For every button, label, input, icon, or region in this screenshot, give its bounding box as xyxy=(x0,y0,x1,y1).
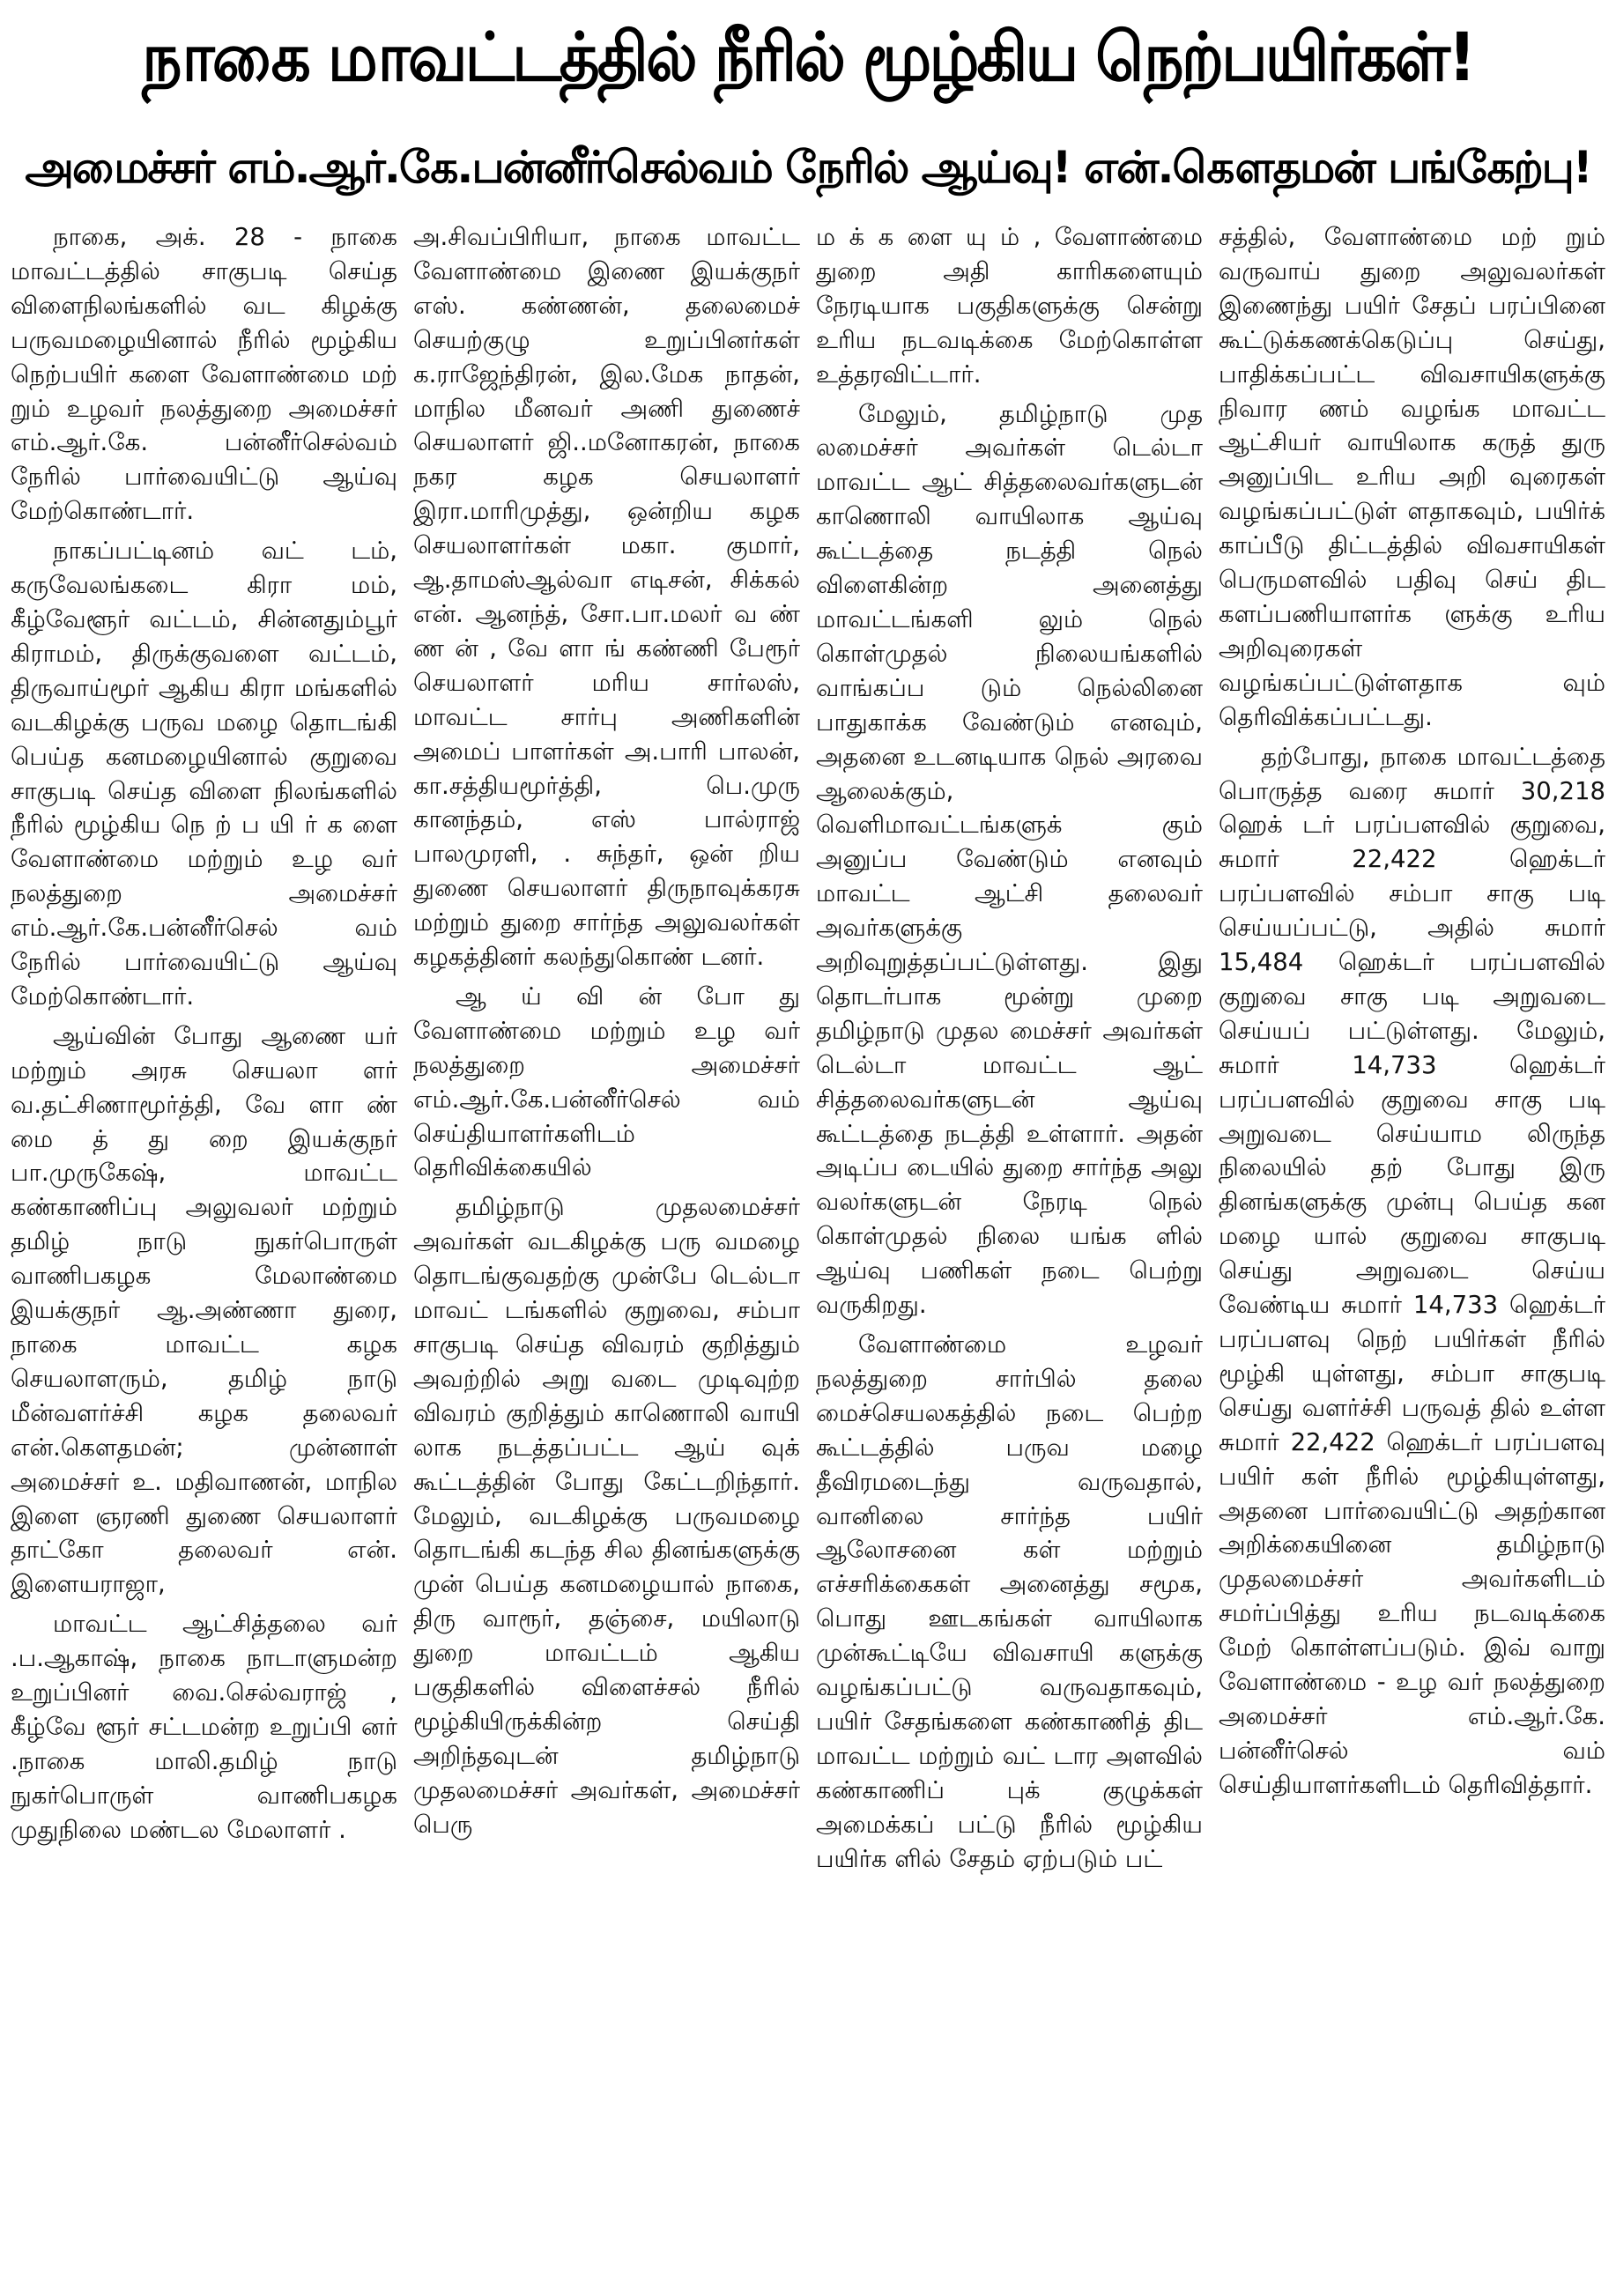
article-body xyxy=(11,220,1605,2287)
paragraph: வேளாண்மை உழவர் நலத்துறை சார்பில் தலை மைச்செயலகத்தில் நடை பெற்ற கூட்டத்தில் பருவ மழை தீவிரமடைந்து வருவதால், வானிலை சார்ந்த பயிர் ஆலோசனை கள் மற்றும் எச்சரிக்கைகள் அனைத்து சமூக, பொது ஊடகங்கள் வாயிலாக முன்கூட்டியே விவசாயி களுக்கு வழங்கப்பட்டு வருவதாகவும், பயிர் சேதங்களை கண்காணித் திட மாவட்ட மற்றும் வட் டார அளவில் கண்காணிப் புக் குழுக்கள் அமைக்கப் பட்டு நீரில் மூழ்கிய பயிர்க ளில் சேதம் ஏற்படும் பட் xyxy=(816,1330,1203,1873)
paragraph: சத்தில், வேளாண்மை மற் றும் வருவாய் துறை அலுவலர்கள் இணைந்து பயிர் சேதப் பரப்பினை கூட்டுக்கணக்கெடுப்பு செய்து, பாதிக்கப்பட்ட விவசாயிகளுக்கு நிவார ணம் வழங்க மாவட்ட ஆட்சியர் வாயிலாக கருத் துரு அனுப்பிட உரிய அறி வுரைகள் வழங்கப்பட்டுள் ளதாகவும், பயிர்க் காப்பீடு திட்டத்தில் விவசாயிகள் பெருமளவில் பதிவு செய் திட களப்பணியாளர்க ளுக்கு உரிய அறிவுரைகள் வழங்கப்பட்டுள்ளதாக வும் தெரிவிக்கப்பட்டது. xyxy=(1219,223,1605,731)
column-2 xyxy=(413,220,800,2287)
paragraph: ஆய்வின் போது ஆணை யர் மற்றும் அரசு செயலா ளர் வ.தட்சிணாமூர்த்தி, வே ளா ண் மை த் து றை இயக்குநர் பா.முருகேஷ், மாவட்ட கண்காணிப்பு அலுவலர் மற்றும் தமிழ் நாடு நுகர்பொருள் வாணிபகழக மேலாண்மை இயக்குநர் ஆ.அண்ணா துரை, நாகை மாவட்ட கழக செயலாளரும், தமிழ் நாடு மீன்வளர்ச்சி கழக தலைவர் என்.கௌதமன்; முன்னாள் அமைச்சர் உ. மதிவாணன், மாநில இளை ஞரணி துணை செயலாளர் தாட்கோ தலைவர் என். இளையராஜா, xyxy=(11,1021,397,1599)
column-4 xyxy=(1219,220,1605,2287)
column-3 xyxy=(816,220,1203,2287)
paragraph: நாகப்பட்டினம் வட் டம், கருவேலங்கடை கிரா மம், கீழ்வேளூர் வட்டம், சின்னதும்பூர் கிராமம், திருக்குவளை வட்டம், திருவாய்மூர் ஆகிய கிரா மங்களில் வடகிழக்கு பருவ மழை தொடங்கி பெய்த கனமழையினால் குறுவை சாகுபடி செய்த விளை நிலங்களில் நீரில் மூழ்கிய நெ ற் ப யி ர் க ளை வேளாண்மை மற்றும் உழ வர் நலத்துறை அமைச்சர் எம்.ஆர்.கே.பன்னீர்செல் வம் நேரில் பார்வையிட்டு ஆய்வு மேற்கொண்டார். xyxy=(11,537,397,1011)
column-1 xyxy=(11,220,397,2287)
headline: நாகை மாவட்டத்தில் நீரில் மூழ்கிய நெற்பயிர்கள்! xyxy=(142,18,1474,96)
subheadline: அமைச்சர் எம்.ஆர்.கே.பன்னீர்செல்வம் நேரில் ஆய்வு! என்.கௌதமன் பங்கேற்பு! xyxy=(25,142,1591,193)
paragraph: அ.சிவப்பிரியா, நாகை மாவட்ட வேளாண்மை இணை இயக்குநர் எஸ். கண்ணன், தலைமைச் செயற்குழு உறுப்பினர்கள் க.ராஜேந்திரன், இல.மேக நாதன், மாநில மீனவர் அணி துணைச் செயலாளர் ஜி..மனோகரன், நாகை நகர கழக செயலாளர் இரா.மாரிமுத்து, ஒன்றிய கழக செயலாளர்கள் மகா. குமார், ஆ.தாமஸ்ஆல்வா எடிசன், சிக்கல் என். ஆனந்த், சோ.பா.மலர் வ ண் ண ன் , வே ளா ங் கண்ணி பேரூர் செயலாளர் மரிய சார்லஸ், மாவட்ட சார்பு அணிகளின் அமைப் பாளர்கள் அ.பாரி பாலன், கா.சத்தியமூர்த்தி, பெ.முரு கானந்தம், எஸ் பால்ராஜ் பாலமுரளி, . சுந்தர், ஒன் றிய துணை செயலாளர் திருநாவுக்கரசு மற்றும் துறை சார்ந்த அலுவலர்கள் கழகத்தினர் கலந்துகொண் டனர். xyxy=(413,223,800,972)
paragraph: நாகை, அக். 28 - நாகை மாவட்டத்தில் சாகுபடி செய்த விளைநிலங்களில் வட கிழக்கு பருவமழையினால் நீரில் மூழ்கிய நெற்பயிர் களை வேளாண்மை மற் றும் உழவர் நலத்துறை அமைச்சர் எம்.ஆர்.கே. பன்னீர்செல்வம் நேரில் பார்வையிட்டு ஆய்வு மேற்கொண்டார். xyxy=(11,223,397,526)
paragraph: மேலும், தமிழ்நாடு முத லமைச்சர் அவர்கள் டெல்டா மாவட்ட ஆட் சித்தலைவர்களுடன் காணொலி வாயிலாக ஆய்வு கூட்டத்தை நடத்தி நெல் விளைகின்ற அனைத்து மாவட்டங்களி லும் நெல் கொள்முதல் நிலையங்களில் வாங்கப்ப டும் நெல்லினை பாதுகாக்க வேண்டும் எனவும், அதனை உடனடியாக நெல் அரவை ஆலைக்கும், வெளிமாவட்டங்களுக் கும் அனுப்ப வேண்டும் எனவும் மாவட்ட ஆட்சி தலைவர் அவர்களுக்கு அறிவுறுத்தப்பட்டுள்ளது. இது தொடர்பாக மூன்று முறை தமிழ்நாடு முதல மைச்சர் அவர்கள் டெல்டா மாவட்ட ஆட் சித்தலைவர்களுடன் ஆய்வு கூட்டத்தை நடத்தி உள்ளார். அதன் அடிப்ப டையில் துறை சார்ந்த அலு வலர்களுடன் நேரடி நெல் கொள்முதல் நிலை யங்க ளில் ஆய்வு பணிகள் நடை பெற்று வருகிறது. xyxy=(816,399,1203,1320)
paragraph: தமிழ்நாடு முதலமைச்சர் அவர்கள் வடகிழக்கு பரு வமழை தொடங்குவதற்கு முன்பே டெல்டா மாவட் டங்களில் குறுவை, சம்பா சாகுபடி செய்த விவரம் குறித்தும் அவற்றில் அறு வடை முடிவுற்ற விவரம் குறித்தும் காணொலி வாயி லாக நடத்தப்பட்ட ஆய் வுக் கூட்டத்தின் போது கேட்டறிந்தார். மேலும், வடகிழக்கு பருவமழை தொடங்கி கடந்த சில தினங்களுக்கு முன் பெய்த கனமழையால் நாகை, திரு வாரூர், தஞ்சை, மயிலாடு துறை மாவட்டம் ஆகிய பகுதிகளில் விளைச்சல் நீரில் மூழ்கியிருக்கின்ற செய்தி அறிந்தவுடன் தமிழ்நாடு முதலமைச்சர் அவர்கள், அமைச்சர் பெரு xyxy=(413,1193,800,1839)
paragraph: தற்போது, நாகை மாவட்டத்தை பொருத்த வரை சுமார் 30,218 ஹெக் டர் பரப்பளவில் குறுவை, சுமார் 22,422 ஹெக்டர் பரப்பளவில் சம்பா சாகு படி செய்யப்பட்டு, அதில் சுமார் 15,484 ஹெக்டர் பரப்பளவில் குறுவை சாகு படி அறுவடை செய்யப் பட்டுள்ளது. மேலும், சுமார் 14,733 ஹெக்டர் பரப்பளவில் குறுவை சாகு படி அறுவடை செய்யாம லிருந்த நிலையில் தற் போது இரு தினங்களுக்கு முன்பு பெய்த கன மழை யால் குறுவை சாகுபடி செய்து அறுவடை செய்ய வேண்டிய சுமார் 14,733 ஹெக்டர் பரப்பளவு நெற் பயிர்கள் நீரில் மூழ்கி யுள்ளது, சம்பா சாகுபடி செய்து வளர்ச்சி பருவத் தில் உள்ள சுமார் 22,422 ஹெக்டர் பரப்பளவு பயிர் கள் நீரில் மூழ்கியுள்ளது, அதனை பார்வையிட்டு அதற்கான அறிக்கையினை தமிழ்நாடு முதலமைச்சர் அவர்களிடம் சமர்ப்பித்து உரிய நடவடிக்கை மேற் கொள்ளப்படும். இவ் வாறு வேளாண்மை - உழ வர் நலத்துறை அமைச்சர் எம்.ஆர்.கே. பன்னீர்செல் வம் செய்தியாளர்களிடம் தெரிவித்தார். xyxy=(1219,742,1605,1799)
paragraph: ம க் க ளை யு ம் , வேளாண்மை துறை அதி காரிகளையும் நேரடியாக பகுதிகளுக்கு சென்று உரிய நடவடிக்கை மேற்கொள்ள உத்தரவிட்டார். xyxy=(816,223,1203,389)
paragraph: மாவட்ட ஆட்சித்தலை வர் .ப.ஆகாஷ், நாகை நாடாளுமன்ற உறுப்பினர் வை.செல்வராஜ் , கீழ்வே ளூர் சட்டமன்ற உறுப்பி னர் .நாகை மாலி.தமிழ் நாடு நுகர்பொருள் வாணிபகழக முதுநிலை மண்டல மேலாளர் . xyxy=(11,1610,397,1844)
paragraph: ஆ ய் வி ன் போ து வேளாண்மை மற்றும் உழ வர் நலத்துறை அமைச்சர் எம்.ஆர்.கே.பன்னீர்செல் வம் செய்தியாளர்களிடம் தெரிவிக்கையில் xyxy=(413,981,800,1182)
